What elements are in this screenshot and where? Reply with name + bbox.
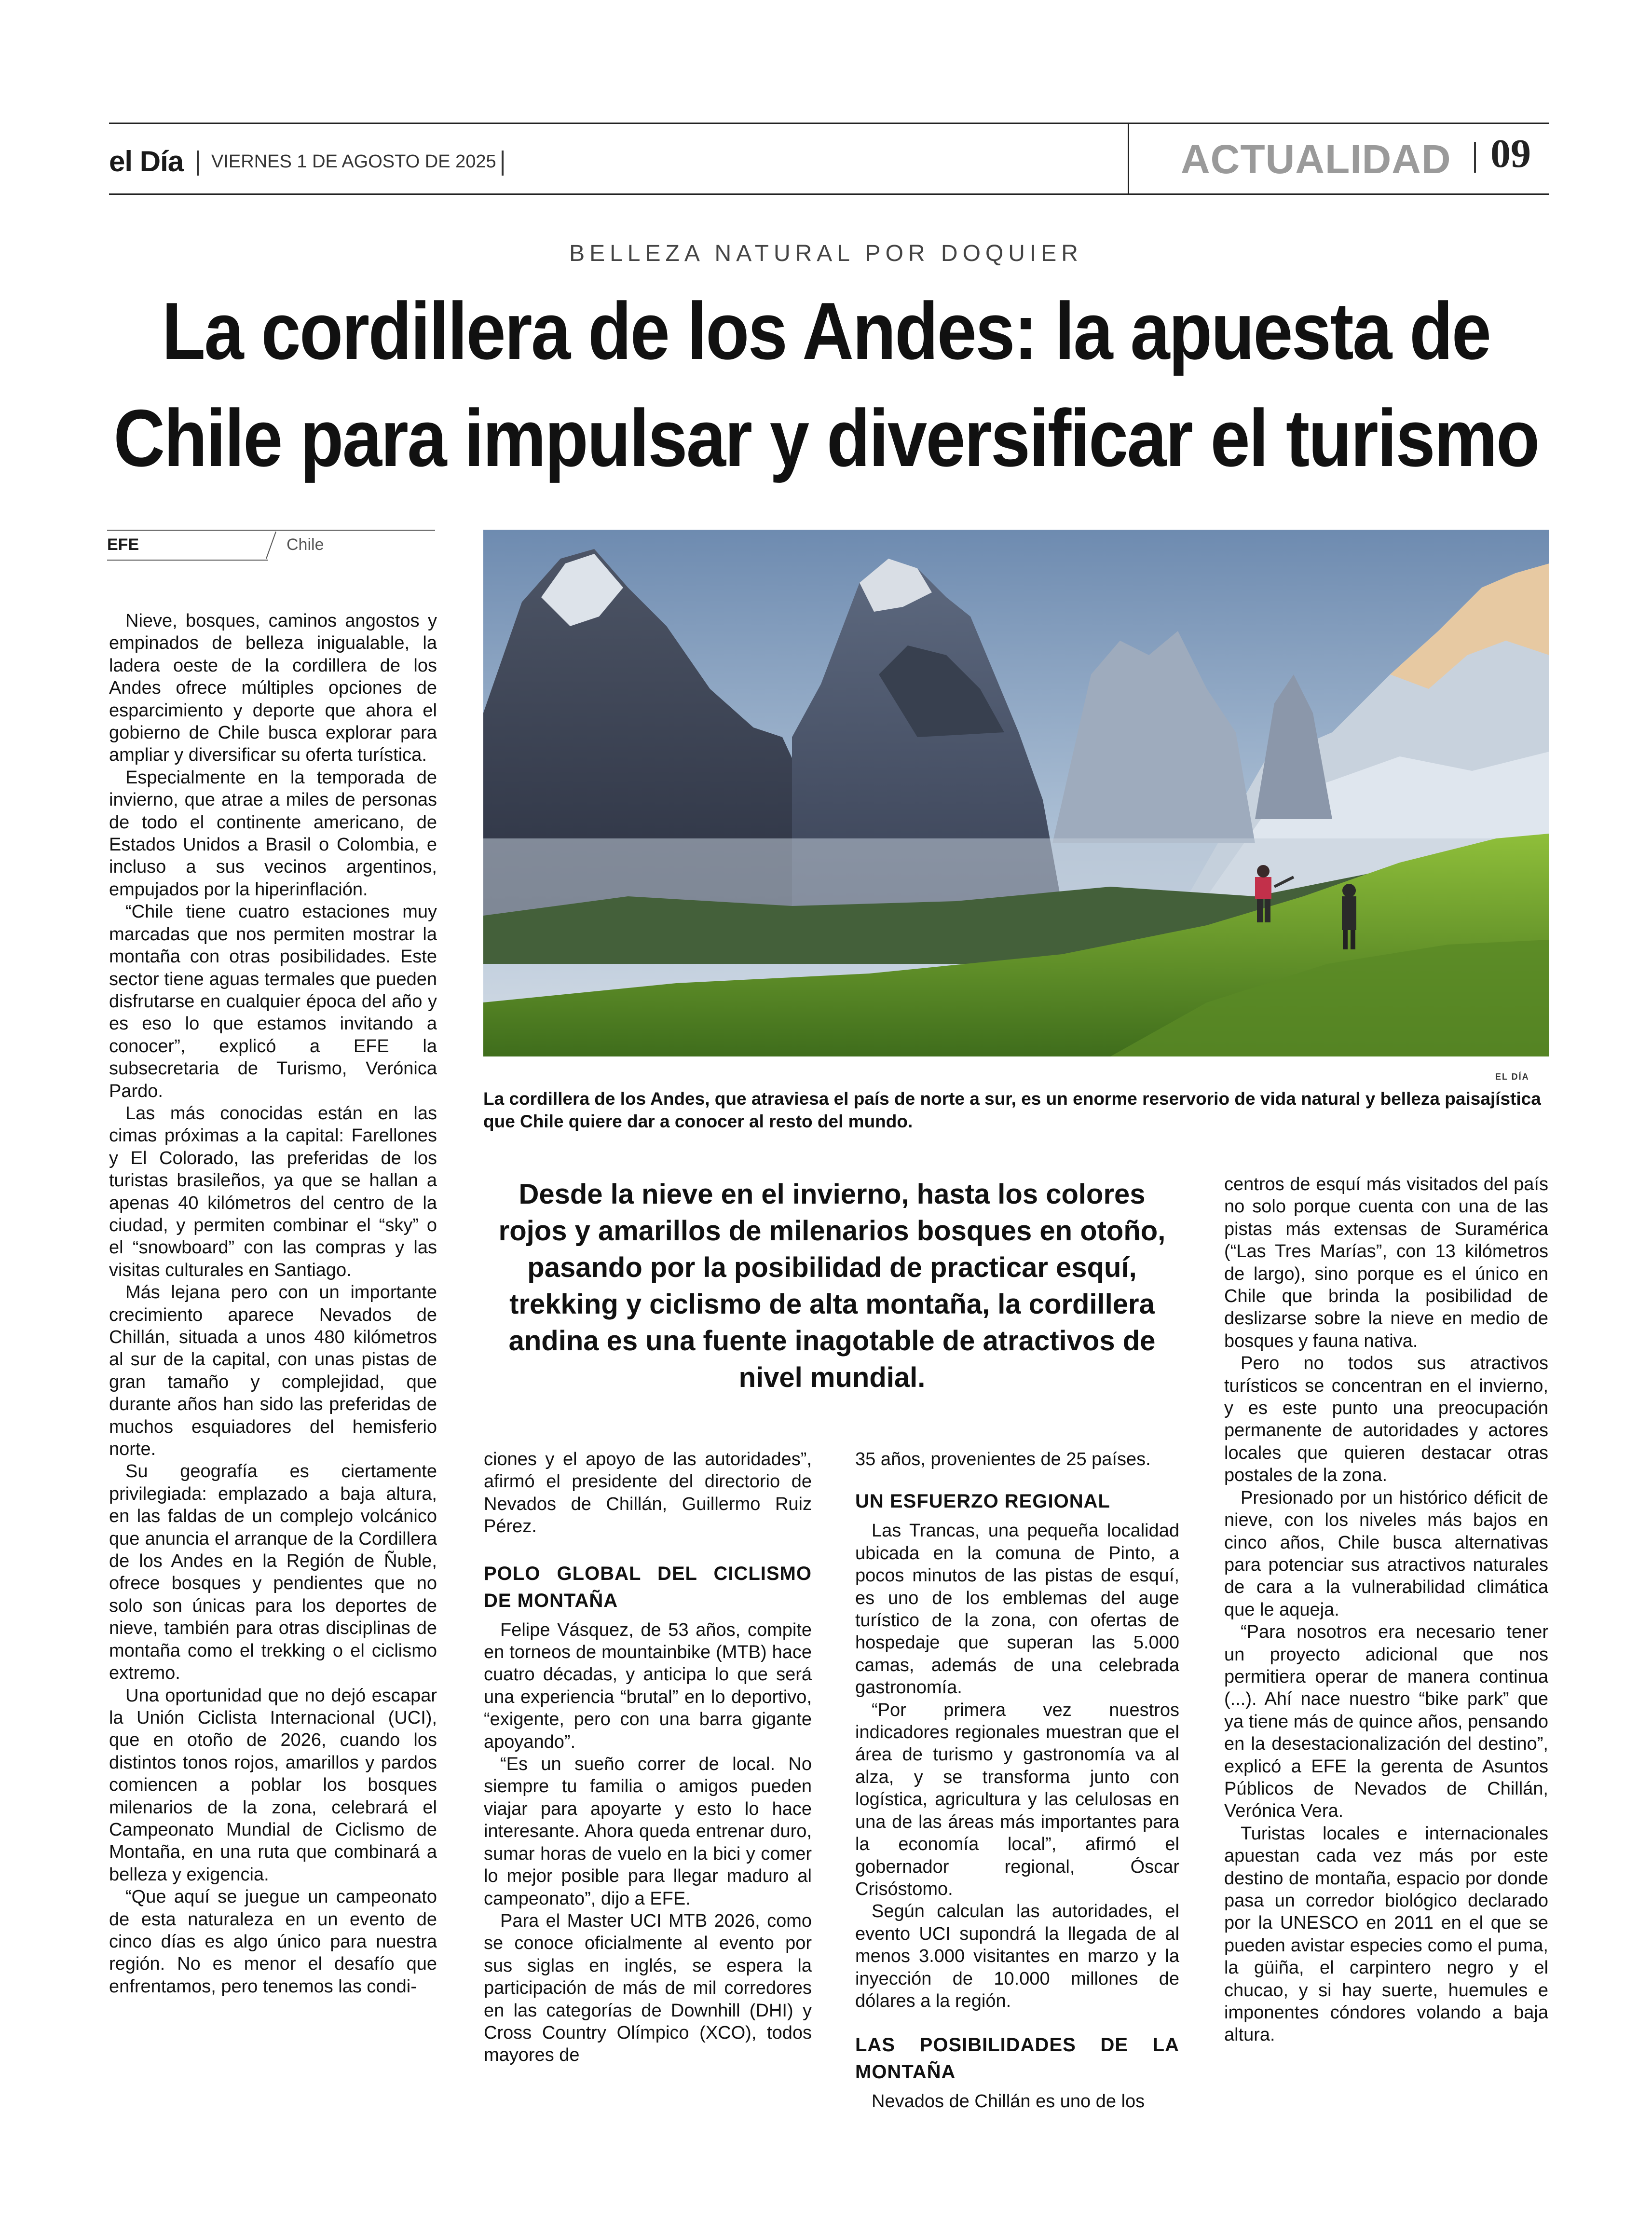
paragraph: “Que aquí se juegue un campeonato de esta naturaleza en un evento de cinco días es algo único para nuestra región. No es menor el desafío que enfrentamos, pero tenemos las condi- [109,1887,437,1997]
byline-underline [107,560,268,561]
body-column-1 [109,610,437,1998]
article-lead: Desde la nieve en el invierno, hasta los colores rojos y amarillos de milenarios bosques en otoño, pasando por la posibilidad de practicar esquí, trekking y ciclismo de alta montaña, la cordillera andina es una fuente inagotable de atractivos de nivel mundial. [498,1179,1166,1393]
paragraph: Pero no todos sus atractivos turísticos se concentran en el invierno, y es este punto una preocupación permanente de autoridades y actores locales que quieren destacar otras postales de la zona. [1224,1353,1548,1486]
paper-name: el Día [109,145,184,178]
paragraph: Más lejana pero con un importante crecimiento aparece Nevados de Chillán, situada a unos 480 kilómetros al sur de la capital, con unas pistas de gran tamaño y complejidad, que durante años han sido las preferidas de muchos esquiadores del hemisferio norte. [109,1282,437,1460]
paragraph-continued: ciones y el apoyo de las autoridades”, afirmó el presidente del directorio de Nevados de Chillán, Guillermo Ruiz Pérez. [484,1449,812,1537]
masthead-divider [1128,123,1129,195]
photo-caption: La cordillera de los Andes, que atraviesa el país de norte a sur, es un enorme reservorio de vida natural y belleza paisajística que Chile quiere dar a conocer al resto del mundo. [483,1089,1541,1131]
masthead-bottom-rule [109,193,1549,195]
paragraph-continued: centros de esquí más visitados del país no solo porque cuenta con una de las pistas más extensas de Suramérica (“Las Tres Marías”, con 13 kilómetros de largo), sino porque es el único en Chile que brinda la posibilidad de deslizarse sobre la nieve en medio de bosques y fauna nativa. [1224,1174,1548,1351]
paragraph: Nevados de Chillán es uno de los [872,2091,1145,2112]
paragraph: Turistas locales e internacionales apuestan cada vez más por este destino de montaña, espacio por donde pasa un corredor biológico declarado por la UNESCO en 2011 en el que se pueden avistar especies como el puma, la güiña, el carpintero negro y el chucao, y si hay suerte, huemules e imponentes cóndores volando a baja altura. [1224,1823,1548,2045]
masthead-top-rule [109,123,1549,124]
paragraph: Las Trancas, una pequeña localidad ubicada en la comuna de Pinto, a pocos minutos de las pistas de esquí, es uno de los emblemas del auge turístico de la zona, con ofertas de hospedaje que superan las 5.000 camas, además de una celebrada gastronomía. [855,1521,1179,1698]
paragraph: Felipe Vásquez, de 53 años, compite en torneos de mountainbike (MTB) hace cuatro décadas, y anticipa lo que será una experiencia “brutal” en lo deportivo, “exigente, pero con una barra gigante apoyando”. [484,1619,812,1752]
byline-agency: EFE [107,535,139,554]
paragraph: Presionado por un histórico déficit de nieve, con los niveles más bajos en cinco años, Chile busca alternativas para potenciar sus atractivos naturales de cara a la vulnerabilidad climática que le aqueja. [1224,1487,1548,1620]
paragraph: “Chile tiene cuatro estaciones muy marcadas que nos permiten mostrar la montaña con otras posibilidades. Este sector tiene aguas termales que pueden disfrutarse en cualquier época del año y es eso lo que estamos invitando a conocer”, explicó a EFE la subsecretaria de Turismo, Verónica Pardo. [109,902,437,1101]
section-name: ACTUALIDAD [1181,137,1451,182]
body-column-4 [1224,1173,1548,2046]
paragraph: Una oportunidad que no dejó escapar la Unión Ciclista Internacional (UCI), que en otoño de 2026, cuando los distintos tonos rojos, amarillos y pardos comiencen a poblar los bosques milenarios de la zona, celebrará el Campeonato Mundial de Ciclismo de Montaña, en una ruta que combinará a belleza y exigencia. [109,1685,437,1885]
byline-slash [264,531,277,560]
subhead-posibilidades: LAS POSIBILIDADES DE LA MONTAÑA [855,2034,1179,2083]
headline-line-2: Chile para impulsar y diversificar el turismo [113,393,1539,483]
body-column-3 [855,1448,1179,2113]
paragraph: Las más conocidas están en las cimas próximas a la capital: Farellones y El Colorado, las preferidas de los turistas brasileños, ya que se hallan a apenas 40 kilómetros del centro de la ciudad, y permiten combinar el “sky” o el “snowboard” con las compras y las visitas culturales en Santiago. [109,1103,437,1280]
paragraph: Especialmente en la temporada de invierno, que atrae a miles de personas de todo el continente americano, de Estados Unidos a Brasil o Colombia, e incluso a sus vecinos argentinos, empujados por la hiperinflación. [109,767,437,900]
paragraph: “Para nosotros era necesario tener un proyecto adicional que nos permitiera operar de manera continua (...). Ahí nace nuestro “bike park” que ya tiene más de quince años, pensando en la desestacionalización del destino”, explicó a EFE la gerenta de Asuntos Públicos de Nevados de Chillán, Verónica Vera. [1224,1622,1548,1822]
date-separator-left [197,151,199,176]
headline-line-1: La cordillera de los Andes: la apuesta de [162,286,1490,376]
mountain-photo [483,530,1549,1056]
section-separator [1474,142,1476,173]
date-separator-right [502,151,504,176]
photo-credit: EL DÍA [1495,1072,1529,1082]
paragraph: Para el Master UCI MTB 2026, como se conoce oficialmente al evento por sus siglas en inglés, se espera la participación de más de mil corredores en las categorías de Downhill (DHI) y Cross Country Olímpico (XCO), todos mayores de [484,1910,812,2066]
byline-place: Chile [287,535,324,554]
paragraph: Según calculan las autoridades, el evento UCI supondrá la llegada de al menos 3.000 visitantes en marzo y la inyección de 10.000 millones de dólares a la región. [855,1901,1179,2011]
publication-date: VIERNES 1 DE AGOSTO DE 2025 [211,151,496,172]
page-number: 09 [1490,131,1531,176]
body-column-2 [484,1448,812,2067]
paragraph: “Es un sueño correr de local. No siempre tu familia o amigos pueden viajar para apoyarte y esto lo hace interesante. Ahora queda entrenar duro, sumar horas de vuelo en la bici y comer lo mejor posible para llegar maduro al campeonato”, dijo a EFE. [484,1754,812,1909]
paragraph-continued: 35 años, provenientes de 25 países. [855,1449,1151,1469]
paragraph: “Por primera vez nuestros indicadores regionales muestran que el área de turismo y gastronomía va al alza, y se transforma junto con logística, agricultura y las celulosas en una de las áreas más importantes para la economía local”, afirmó el gobernador regional, Óscar Crisóstomo. [855,1700,1179,1899]
kicker: BELLEZA NATURAL POR DOQUIER [569,241,1083,266]
paragraph: Nieve, bosques, caminos angostos y empinados de belleza inigualable, la ladera oeste de la cordillera de los Andes ofrece múltiples opciones de esparcimiento y deporte que ahora el gobierno de Chile busca explorar para ampliar y diversificar su oferta turística. [109,611,437,766]
subhead-polo-global: POLO GLOBAL DEL CICLISMO DE MONTAÑA [484,1563,812,1611]
subhead-esfuerzo-regional: UN ESFUERZO REGIONAL [855,1491,1110,1512]
paragraph: Su geografía es ciertamente privilegiada: emplazado a baja altura, en las faldas de un complejo volcánico que anuncia el arranque de la Cordillera de los Andes en la Región de Ñuble, ofrece bosques y pendientes que no solo son únicas para los deportes de nieve, también para otras disciplinas de montaña como el trekking o el ciclismo extremo. [109,1461,437,1684]
